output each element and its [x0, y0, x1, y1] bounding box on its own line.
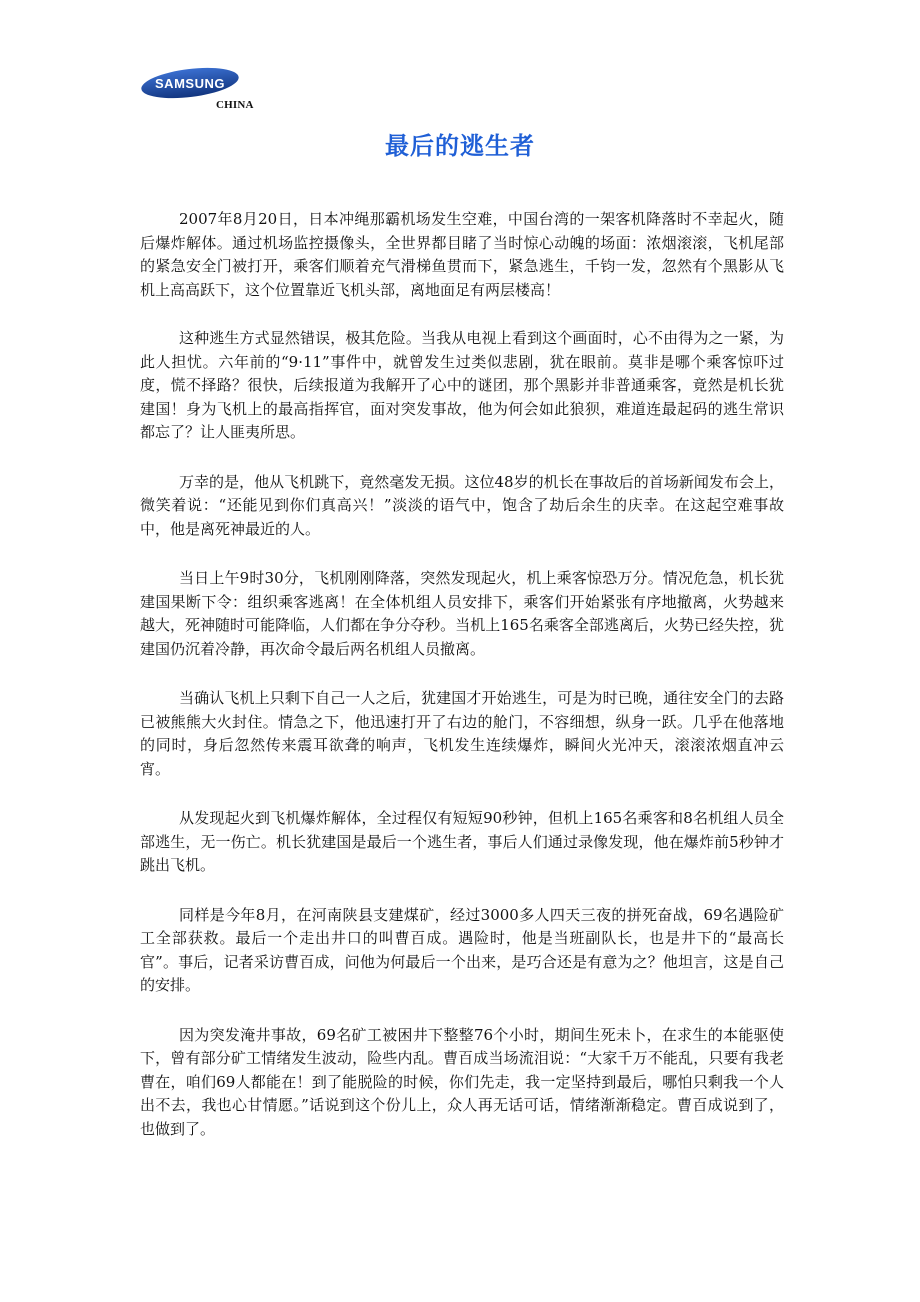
samsung-ellipse-icon	[140, 64, 240, 104]
samsung-logo	[140, 64, 260, 114]
paragraph-7: 同样是今年8月，在河南陕县支建煤矿，经过3000多人四天三夜的拼死奋战，69名遇险矿工全部获救。最后一个走出井口的叫曹百成。遇险时，他是当班副队长，也是井下的“最高长官”。事后，记者采访曹百成，问他为何最后一个出来，是巧合还是有意为之？他坦言，这是自己的安排。	[140, 905, 784, 994]
paragraph-5: 当确认飞机上只剩下自己一人之后，犹建国才开始逃生，可是为时已晚，通往安全门的去路已被熊熊大火封住。情急之下，他迅速打开了右边的舱门，不容细想，纵身一跃。几乎在他落地的同时，身后忽然传来震耳欲聋的响声，飞机发生连续爆炸，瞬间火光冲天，滚滚浓烟直冲云宵。	[140, 689, 784, 778]
paragraph-1: 2007年8月20日，日本冲绳那霸机场发生空难，中国台湾的一架客机降落时不幸起火，随后爆炸解体。通过机场监控摄像头，全世界都目睹了当时惊心动魄的场面：浓烟滚滚，飞机尾部的紧急安全门被打开，乘客们顺着充气滑梯鱼贯而下，紧急逃生，千钧一发，忽然有个黑影从飞机上高高跃下，这个位置靠近飞机头部，离地面足有两层楼高！	[140, 210, 784, 299]
paragraph-2: 这种逃生方式显然错误，极其危险。当我从电视上看到这个画面时，心不由得为之一紧，为此人担忧。六年前的“9·11”事件中，就曾发生过类似悲剧，犹在眼前。莫非是哪个乘客惊吓过度，慌不择路？很快，后续报道为我解开了心中的谜团，那个黑影并非普通乘客，竟然是机长犹建国！身为飞机上的最高指挥官，面对突发事故，他为何会如此狼狈，难道连最起码的逃生常识都忘了？让人匪夷所思。	[140, 329, 784, 441]
article-body	[140, 208, 784, 1167]
paragraph-6: 从发现起火到飞机爆炸解体，全过程仅有短短90秒钟，但机上165名乘客和8名机组人员全部逃生，无一伤亡。机长犹建国是最后一个逃生者，事后人们通过录像发现，他在爆炸前5秒钟才跳出飞机。	[140, 809, 784, 874]
logo-region: CHINA	[216, 99, 254, 111]
paragraph-4: 当日上午9时30分，飞机刚刚降落，突然发现起火，机上乘客惊恐万分。情况危急，机长犹建国果断下令：组织乘客逃离！在全体机组人员安排下，乘客们开始紧张有序地撤离，火势越来越大，死神随时可能降临，人们都在争分夺秒。当机上165名乘客全部逃离后，火势已经失控，犹建国仍沉着冷静，再次命令最后两名机组人员撤离。	[140, 569, 784, 658]
paragraph-3: 万幸的是，他从飞机跳下，竟然毫发无损。这位48岁的机长在事故后的首场新闻发布会上，微笑着说：“还能见到你们真高兴！”淡淡的语气中，饱含了劫后余生的庆幸。在这起空难事故中，他是离死神最近的人。	[140, 472, 784, 538]
paragraph-8: 因为突发淹井事故，69名矿工被困井下整整76个小时，期间生死未卜，在求生的本能驱使下，曾有部分矿工情绪发生波动，险些内乱。曹百成当场流泪说：“大家千万不能乱，只要有我老曹在，咱们69人都能在！到了能脱险的时候，你们先走，我一定坚持到最后，哪怕只剩我一个人出不去，我也心甘情愿。”话说到这个份儿上，众人再无话可话，情绪渐渐稳定。曹百成说到了，也做到了。	[140, 1025, 784, 1138]
samsung-wordmark: SAMSUNG	[155, 76, 225, 91]
page-title: 最后的逃生者	[385, 132, 535, 160]
